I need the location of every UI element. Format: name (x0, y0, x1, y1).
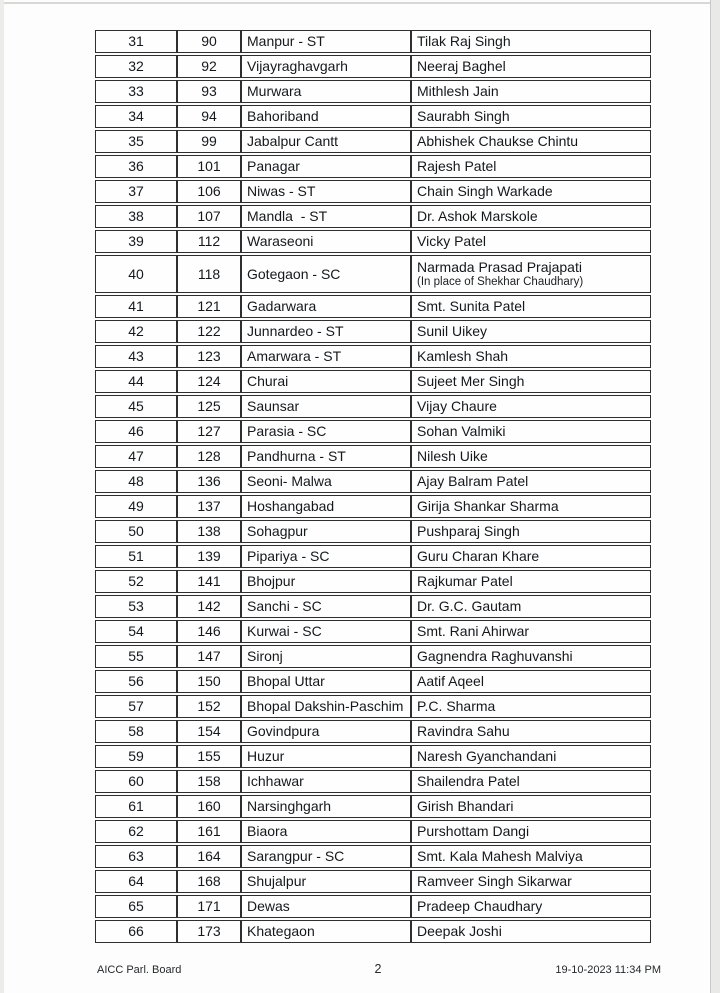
table-row (95, 745, 651, 768)
constituency-cell: Narsinghgarh (241, 795, 411, 818)
serial-cell: 46 (95, 420, 177, 443)
constituency-cell: Dewas (241, 895, 411, 918)
constituency-cell: Govindpura (241, 720, 411, 743)
table-row (95, 345, 651, 368)
serial-cell: 51 (95, 545, 177, 568)
candidate-cell: Girish Bhandari (411, 795, 651, 818)
constituency-number-cell: 118 (177, 255, 241, 293)
constituency-cell: Vijayraghavgarh (241, 55, 411, 78)
constituency-cell: Bhojpur (241, 570, 411, 593)
constituency-cell: Junnardeo - ST (241, 320, 411, 343)
constituency-cell: Bhopal Uttar (241, 670, 411, 693)
table-row (95, 820, 651, 843)
constituency-cell: Biaora (241, 820, 411, 843)
table-row (95, 645, 651, 668)
constituency-number-cell: 112 (177, 230, 241, 253)
candidate-cell: Smt. Rani Ahirwar (411, 620, 651, 643)
constituency-cell: Parasia - SC (241, 420, 411, 443)
constituency-cell: Huzur (241, 745, 411, 768)
constituency-cell: Waraseoni (241, 230, 411, 253)
constituency-cell: Ichhawar (241, 770, 411, 793)
constituency-cell: Gadarwara (241, 295, 411, 318)
constituency-cell: Churai (241, 370, 411, 393)
candidate-cell: Aatif Aqeel (411, 670, 651, 693)
table-row (95, 230, 651, 253)
constituency-number-cell: 127 (177, 420, 241, 443)
candidate-cell: Dr. Ashok Marskole (411, 205, 651, 228)
constituency-cell: Mandla - ST (241, 205, 411, 228)
serial-cell: 35 (95, 130, 177, 153)
table-row (95, 320, 651, 343)
table-row (95, 130, 651, 153)
serial-cell: 50 (95, 520, 177, 543)
constituency-cell: Jabalpur Cantt (241, 130, 411, 153)
constituency-number-cell: 94 (177, 105, 241, 128)
serial-cell: 49 (95, 495, 177, 518)
candidate-cell: Rajesh Patel (411, 155, 651, 178)
candidate-cell: Abhishek Chaukse Chintu (411, 130, 651, 153)
constituency-number-cell: 123 (177, 345, 241, 368)
constituency-cell: Sanchi - SC (241, 595, 411, 618)
constituency-cell: Manpur - ST (241, 30, 411, 53)
candidate-cell: Rajkumar Patel (411, 570, 651, 593)
constituency-cell: Sironj (241, 645, 411, 668)
table-row (95, 370, 651, 393)
serial-cell: 60 (95, 770, 177, 793)
candidate-note: (In place of Shekhar Chaudhary) (417, 276, 584, 288)
constituency-number-cell: 136 (177, 470, 241, 493)
table-row (95, 55, 651, 78)
constituency-cell: Bahoriband (241, 105, 411, 128)
candidate-cell: Saurabh Singh (411, 105, 651, 128)
table-row (95, 545, 651, 568)
footer-source-label: AICC Parl. Board (97, 964, 182, 976)
table-row (95, 720, 651, 743)
serial-cell: 34 (95, 105, 177, 128)
serial-cell: 36 (95, 155, 177, 178)
constituency-cell: Panagar (241, 155, 411, 178)
constituency-number-cell: 164 (177, 845, 241, 868)
constituency-number-cell: 158 (177, 770, 241, 793)
table-row (95, 295, 651, 318)
candidate-cell: Sujeet Mer Singh (411, 370, 651, 393)
serial-cell: 61 (95, 795, 177, 818)
table-row (95, 105, 651, 128)
serial-cell: 63 (95, 845, 177, 868)
constituency-number-cell: 121 (177, 295, 241, 318)
table-row (95, 870, 651, 893)
serial-cell: 65 (95, 895, 177, 918)
constituency-number-cell: 142 (177, 595, 241, 618)
serial-cell: 42 (95, 320, 177, 343)
table-row (95, 920, 651, 943)
candidate-cell: Sunil Uikey (411, 320, 651, 343)
candidate-table-body (95, 30, 651, 943)
constituency-number-cell: 168 (177, 870, 241, 893)
candidate-cell: Naresh Gyanchandani (411, 745, 651, 768)
footer-timestamp: 19-10-2023 11:34 PM (555, 964, 661, 976)
candidate-cell: Shailendra Patel (411, 770, 651, 793)
serial-cell: 58 (95, 720, 177, 743)
serial-cell: 54 (95, 620, 177, 643)
table-row (95, 420, 651, 443)
constituency-cell: Khategaon (241, 920, 411, 943)
constituency-cell: Kurwai - SC (241, 620, 411, 643)
table-row (95, 180, 651, 203)
candidate-cell: Girija Shankar Sharma (411, 495, 651, 518)
constituency-number-cell: 92 (177, 55, 241, 78)
serial-cell: 43 (95, 345, 177, 368)
candidate-cell: Neeraj Baghel (411, 55, 651, 78)
candidate-cell: Vicky Patel (411, 230, 651, 253)
constituency-number-cell: 150 (177, 670, 241, 693)
constituency-number-cell: 152 (177, 695, 241, 718)
table-row (95, 205, 651, 228)
constituency-number-cell: 93 (177, 80, 241, 103)
candidate-cell: P.C. Sharma (411, 695, 651, 718)
constituency-number-cell: 147 (177, 645, 241, 668)
candidate-cell: Smt. Kala Mahesh Malviya (411, 845, 651, 868)
table-row (95, 895, 651, 918)
footer-page-number: 2 (374, 962, 382, 976)
constituency-number-cell: 173 (177, 920, 241, 943)
serial-cell: 48 (95, 470, 177, 493)
candidate-cell: Ramveer Singh Sikarwar (411, 870, 651, 893)
serial-cell: 32 (95, 55, 177, 78)
constituency-number-cell: 161 (177, 820, 241, 843)
constituency-cell: Niwas - ST (241, 180, 411, 203)
constituency-number-cell: 124 (177, 370, 241, 393)
serial-cell: 45 (95, 395, 177, 418)
serial-cell: 31 (95, 30, 177, 53)
constituency-number-cell: 101 (177, 155, 241, 178)
serial-cell: 62 (95, 820, 177, 843)
constituency-cell: Sarangpur - SC (241, 845, 411, 868)
candidate-cell: Deepak Joshi (411, 920, 651, 943)
constituency-number-cell: 141 (177, 570, 241, 593)
serial-cell: 55 (95, 645, 177, 668)
serial-cell: 59 (95, 745, 177, 768)
serial-cell: 57 (95, 695, 177, 718)
table-row (95, 495, 651, 518)
constituency-number-cell: 155 (177, 745, 241, 768)
candidate-cell: Vijay Chaure (411, 395, 651, 418)
candidate-cell: Tilak Raj Singh (411, 30, 651, 53)
constituency-number-cell: 154 (177, 720, 241, 743)
constituency-number-cell: 160 (177, 795, 241, 818)
constituency-cell: Amarwara - ST (241, 345, 411, 368)
table-row (95, 30, 651, 53)
table-row (95, 670, 651, 693)
table-row (95, 155, 651, 178)
constituency-number-cell: 146 (177, 620, 241, 643)
serial-cell: 38 (95, 205, 177, 228)
candidate-cell (411, 255, 651, 293)
table-row (95, 770, 651, 793)
serial-cell: 40 (95, 255, 177, 293)
constituency-cell: Sohagpur (241, 520, 411, 543)
table-row (95, 445, 651, 468)
candidate-cell: Smt. Sunita Patel (411, 295, 651, 318)
serial-cell: 66 (95, 920, 177, 943)
serial-cell: 41 (95, 295, 177, 318)
table-row (95, 395, 651, 418)
serial-cell: 53 (95, 595, 177, 618)
constituency-number-cell: 128 (177, 445, 241, 468)
constituency-cell: Murwara (241, 80, 411, 103)
constituency-number-cell: 171 (177, 895, 241, 918)
candidate-cell: Pushparaj Singh (411, 520, 651, 543)
constituency-number-cell: 125 (177, 395, 241, 418)
candidate-cell: Purshottam Dangi (411, 820, 651, 843)
constituency-number-cell: 106 (177, 180, 241, 203)
constituency-number-cell: 138 (177, 520, 241, 543)
candidate-name: Narmada Prasad Prajapati (417, 259, 582, 275)
page-left-edge (0, 0, 4, 993)
candidate-table (95, 28, 651, 945)
candidate-cell: Gagnendra Raghuvanshi (411, 645, 651, 668)
candidate-cell: Mithlesh Jain (411, 80, 651, 103)
table-row (95, 620, 651, 643)
candidate-cell: Ajay Balram Patel (411, 470, 651, 493)
table-row (95, 570, 651, 593)
table-row (95, 80, 651, 103)
table-row (95, 595, 651, 618)
page-right-edge (710, 0, 720, 993)
serial-cell: 44 (95, 370, 177, 393)
page-footer (95, 962, 661, 978)
serial-cell: 39 (95, 230, 177, 253)
serial-cell: 52 (95, 570, 177, 593)
constituency-number-cell: 90 (177, 30, 241, 53)
candidate-cell: Ravindra Sahu (411, 720, 651, 743)
serial-cell: 47 (95, 445, 177, 468)
constituency-cell: Hoshangabad (241, 495, 411, 518)
serial-cell: 64 (95, 870, 177, 893)
table-row (95, 845, 651, 868)
constituency-cell: Saunsar (241, 395, 411, 418)
constituency-cell: Pandhurna - ST (241, 445, 411, 468)
candidate-cell: Sohan Valmiki (411, 420, 651, 443)
constituency-cell: Gotegaon - SC (241, 255, 411, 293)
serial-cell: 56 (95, 670, 177, 693)
table-row (95, 470, 651, 493)
constituency-cell: Shujalpur (241, 870, 411, 893)
constituency-cell: Seoni- Malwa (241, 470, 411, 493)
candidate-cell: Kamlesh Shah (411, 345, 651, 368)
constituency-number-cell: 139 (177, 545, 241, 568)
candidate-cell: Guru Charan Khare (411, 545, 651, 568)
table-row (95, 695, 651, 718)
table-row (95, 795, 651, 818)
constituency-cell: Bhopal Dakshin-Paschim (241, 695, 411, 718)
serial-cell: 33 (95, 80, 177, 103)
constituency-number-cell: 122 (177, 320, 241, 343)
serial-cell: 37 (95, 180, 177, 203)
constituency-number-cell: 99 (177, 130, 241, 153)
candidate-cell: Nilesh Uike (411, 445, 651, 468)
page-top-edge-line (0, 2, 714, 4)
constituency-number-cell: 137 (177, 495, 241, 518)
table-row (95, 255, 651, 293)
candidate-cell: Chain Singh Warkade (411, 180, 651, 203)
candidate-cell: Pradeep Chaudhary (411, 895, 651, 918)
constituency-cell: Pipariya - SC (241, 545, 411, 568)
constituency-number-cell: 107 (177, 205, 241, 228)
table-row (95, 520, 651, 543)
candidate-cell: Dr. G.C. Gautam (411, 595, 651, 618)
